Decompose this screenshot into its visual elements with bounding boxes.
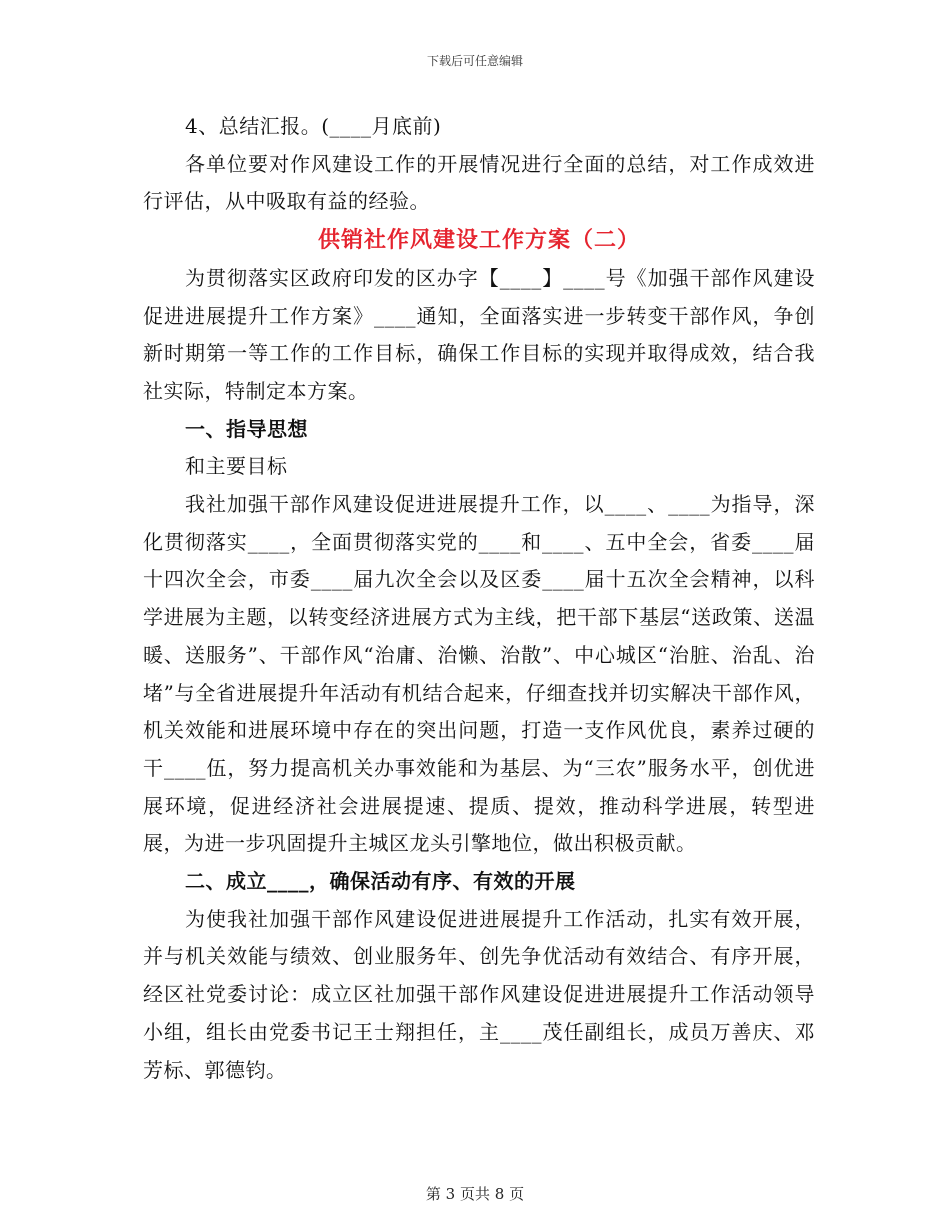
- paragraph-intro: 为贯彻落实区政府印发的区办字【____】____号《加强干部作风建设促进进展提升工作方案》____通知，全面落实进一步转变干部作风，争创新时期第一等工作的工作目标，确保工作目标的实现并取得成效，结合我社实际，特制定本方案。: [143, 265, 815, 403]
- paragraph-summary-detail: 各单位要对作风建设工作的开展情况进行全面的总结，对工作成效进行评估，从中吸取有益的经验。: [143, 151, 815, 214]
- section-heading-guiding-ideology: 一、指导思想: [185, 416, 308, 441]
- document-body: [143, 108, 815, 1089]
- section-heading-continuation: 和主要目标: [185, 454, 288, 479]
- document-title: 供销社作风建设工作方案（二）: [317, 227, 640, 254]
- paragraph-goals: 我社加强干部作风建设促进进展提升工作，以____、____为指导，深化贯彻落实____，全面贯彻落实党的____和____、五中全会，省委____届十四次全会，市委____届九次全会以及区委____届十五次全会精神，以科学进展为主题，以转变经济进展方式为主线，把干部下基层“送政策、送温暖、送服务”、干部作风“治庸、治懒、治散”、中心城区“治脏、治乱、治堵”与全省进展提升年活动有机结合起来，仔细查找并切实解决干部作风，机关效能和进展环境中存在的突出问题，打造一支作风优良，素养过硬的干____伍，努力提高机关办事效能和为基层、为“三农”服务水平，创优进展环境，促进经济社会进展提速、提质、提效，推动科学进展，转型进展，为进一步巩固提升主城区龙头引擎地位，做出积极贡献。: [143, 492, 815, 856]
- paragraph-leadership-group: 为使我社加强干部作风建设促进进展提升工作活动，扎实有效开展，并与机关效能与绩效、创业服务年、创先争优活动有效结合、有序开展，经区社党委讨论：成立区社加强干部作风建设促进进展提升工作活动领导小组，组长由党委书记王士翔担任，主____茂任副组长，成员万善庆、邓芳标、郭德钧。: [143, 906, 815, 1082]
- paragraph-summary-report: 4、总结汇报。(____月底前): [185, 114, 442, 138]
- page-header: 下载后可任意编辑: [426, 54, 523, 68]
- section-heading-establish: 二、成立____，确保活动有序、有效的开展: [185, 869, 576, 894]
- page-footer: 第 3 页共 8 页: [425, 1185, 525, 1203]
